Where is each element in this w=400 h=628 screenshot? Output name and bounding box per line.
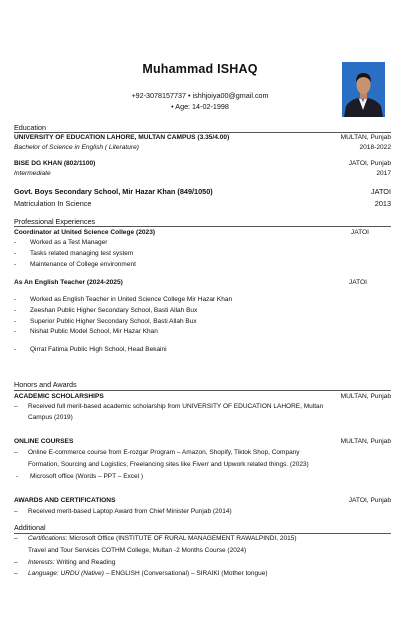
experience-divider bbox=[14, 226, 391, 227]
location: JATOI, Punjab bbox=[348, 160, 391, 167]
profile-photo bbox=[342, 62, 385, 117]
honor-location: MULTAN, Punjab bbox=[340, 438, 391, 445]
degree: Bachelor of Science in English ( Literature) bbox=[14, 144, 139, 151]
institution: UNIVERSITY OF EDUCATION LAHORE, MULTAN CAMPUS (3.35/4.00) bbox=[14, 134, 230, 141]
honor-heading: ONLINE COURSES bbox=[14, 438, 74, 445]
location: MULTAN, Punjab bbox=[340, 134, 391, 141]
honors-title: Honors and Awards bbox=[14, 380, 77, 389]
degree: Matriculation In Science bbox=[14, 199, 92, 208]
language-text-primary: URDU (Native) bbox=[60, 570, 104, 577]
contact-line: +92-3078157737 • ishhjoiya00@gmail.com bbox=[131, 91, 269, 100]
certifications-label: Certifications: bbox=[28, 535, 68, 542]
role-location: JATOI bbox=[348, 279, 367, 286]
interests-text: Writing and Reading bbox=[56, 559, 116, 566]
years: 2013 bbox=[374, 199, 391, 208]
additional-title: Additional bbox=[14, 523, 46, 532]
role-title: As An English Teacher (2024-2025) bbox=[14, 279, 123, 286]
certifications-text: Microsoft Office (INSTITUTE OF RURAL MANAGEMENT RAWALPINDI, 2015) bbox=[69, 535, 297, 542]
institution: BISE DG KHAN (802/1100) bbox=[14, 160, 96, 167]
institution: Govt. Boys Secondary School, Mir Hazar Khan (849/1050) bbox=[14, 187, 213, 196]
location: JATOI bbox=[370, 187, 391, 196]
interests-label: Interests: bbox=[28, 559, 55, 566]
education-title: Education bbox=[14, 123, 46, 132]
years: 2017 bbox=[376, 170, 391, 177]
experience-title: Professional Experiences bbox=[14, 217, 96, 226]
honors-divider bbox=[14, 390, 391, 391]
language-label: Language: bbox=[28, 570, 59, 577]
age-line: • Age: 14-02-1998 bbox=[171, 102, 229, 111]
role-location: JATOI bbox=[350, 229, 369, 236]
degree: Intermediate bbox=[14, 170, 51, 177]
honor-location: JATOI, Punjab bbox=[348, 497, 391, 504]
candidate-name: Muhammad ISHAQ bbox=[142, 62, 258, 76]
contact-info bbox=[0, 90, 400, 112]
honor-heading: ACADEMIC SCHOLARSHIPS bbox=[14, 393, 104, 400]
years: 2018-2022 bbox=[359, 144, 391, 151]
language-text-secondary: – ENGLISH (Conversational) – SIRAIKI (Mother tongue) bbox=[105, 570, 268, 577]
role-title: Coordinator at United Science College (2023) bbox=[14, 229, 156, 236]
honor-heading: AWARDS AND CERTIFICATIONS bbox=[14, 497, 116, 504]
honor-location: MULTAN, Punjab bbox=[340, 393, 391, 400]
